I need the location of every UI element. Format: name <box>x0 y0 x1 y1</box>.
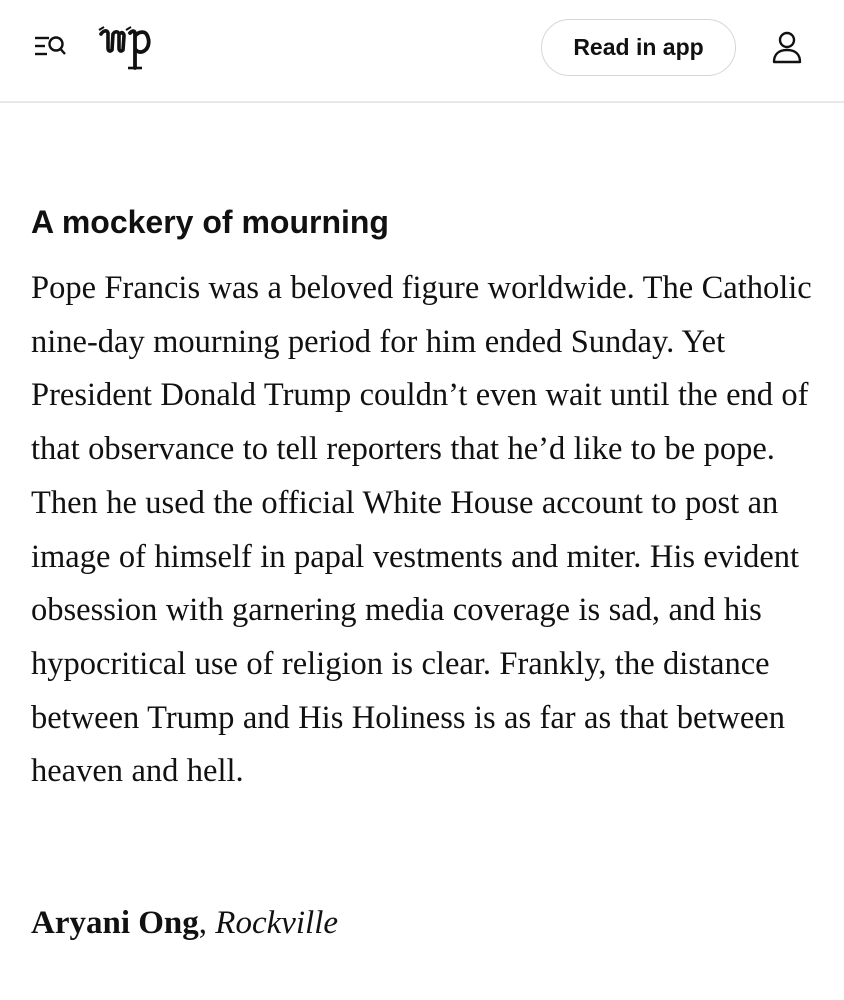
article-body: Pope Francis was a beloved figure worldwide. The Catholic nine-day mourning period for him ended Sunday. Yet President Donald Trump couldn’t even wait until the end of that observance to tell reporters that he’d like to be pope. Then he used the official White House account to post an image of himself in papal vestments and miter. His evident obsession with garnering media coverage is sad, and his hypocritical use of religion is clear. Frankly, the distance between Trump and His Holiness is as far as that between heaven and hell. <box>31 270 812 790</box>
article-headline: A mockery of mourning <box>31 204 389 240</box>
author-location: Rockville <box>215 905 339 941</box>
top-nav-bar <box>0 0 844 103</box>
author-separator: , <box>198 905 216 941</box>
menu-search-icon[interactable] <box>33 33 67 61</box>
user-icon[interactable] <box>771 30 803 64</box>
author-signature <box>31 898 338 948</box>
washington-post-logo-icon[interactable] <box>98 24 156 72</box>
read-in-app-button[interactable]: Read in app <box>541 19 736 76</box>
author-name: Aryani Ong <box>31 905 199 941</box>
